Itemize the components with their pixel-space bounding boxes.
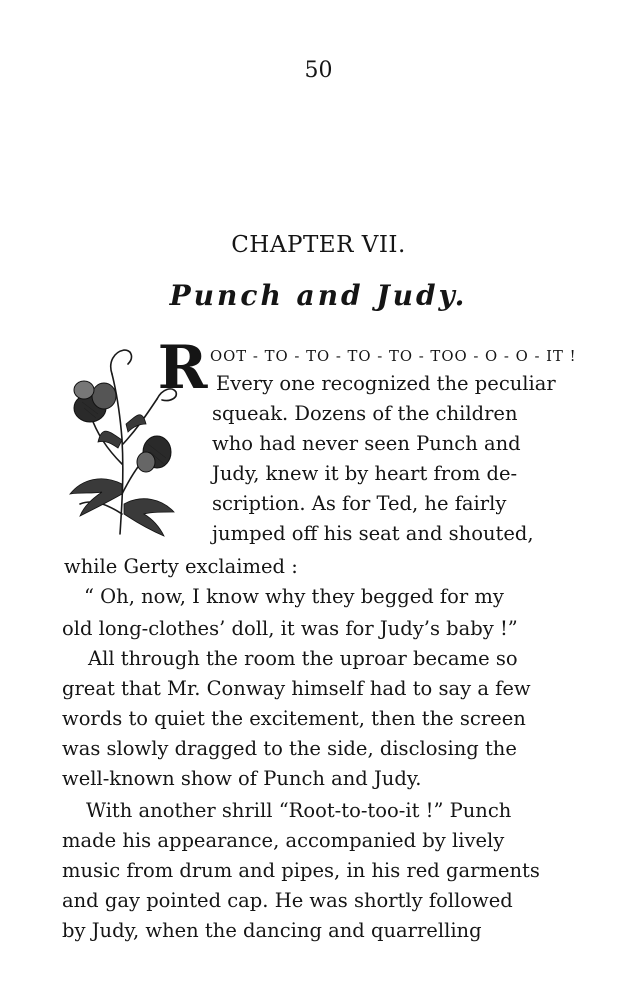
text-line-9: “ Oh, now, I know why they begged for my — [84, 585, 504, 608]
text-line-7: jumped off his seat and shouted, — [212, 522, 534, 545]
chapter-heading: CHAPTER VII. — [231, 232, 406, 258]
text-line-18: music from drum and pipes, in his red garments — [62, 859, 540, 882]
text-line-4: who had never seen Punch and — [212, 432, 521, 455]
text-line-16: With another shrill “Root-to-too-it !” Punch — [86, 799, 512, 822]
text-line-15: well-known show of Punch and Judy. — [62, 767, 422, 790]
text-line-19: and gay pointed cap. He was shortly followed — [62, 889, 513, 912]
text-line-12: great that Mr. Conway himself had to say a few — [62, 677, 531, 700]
text-line-5: Judy, knew it by heart from de- — [212, 462, 518, 485]
text-line-20: by Judy, when the dancing and quarrelling — [62, 919, 482, 942]
text-line-14: was slowly dragged to the side, disclosing the — [62, 737, 517, 760]
text-line-1: OOT - TO - TO - TO - TO - TOO - O - O - IT ! — [210, 347, 577, 365]
text-line-6: scription. As for Ted, he fairly — [212, 492, 507, 515]
text-line-8: while Gerty exclaimed : — [64, 555, 298, 578]
page-number: 50 — [304, 58, 333, 83]
chapter-title: Punch and Judy. — [169, 279, 468, 312]
text-line-13: words to quiet the excitement, then the screen — [62, 707, 526, 730]
text-line-3: squeak. Dozens of the children — [212, 402, 518, 425]
text-line-10: old long-clothes’ doll, it was for Judy’s baby !” — [62, 617, 518, 640]
text-line-11: All through the room the uproar became so — [88, 647, 518, 670]
drop-cap-letter: R — [157, 333, 208, 403]
text-line-2: Every one recognized the peculiar — [216, 372, 556, 395]
text-line-17: made his appearance, accompanied by lively — [62, 829, 505, 852]
